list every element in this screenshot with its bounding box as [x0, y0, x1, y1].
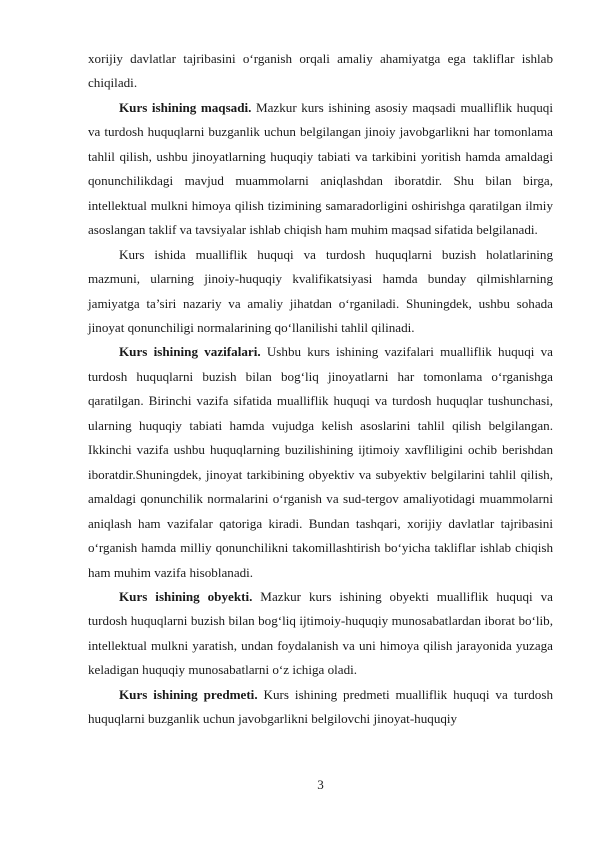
- paragraph-text: Kurs ishining predmeti mualliflik huquqi va turdosh huquqlarni buzganlik uchun javobgarlikni belgilovchi jinoyat-huquqiy: [88, 686, 553, 727]
- paragraph-heading: Kurs ishining maqsadi.: [119, 99, 252, 115]
- paragraph-tasks: [88, 340, 553, 585]
- paragraph-text: Ushbu kurs ishining vazifalari mualliflik huquqi va turdosh huquqlarni buzish bilan bog‘liq jinoyatlarni har tomonlama o‘rganishga qaratilgan. Birinchi vazifa sifatida mualliflik huquqi va turdosh huquqlar tushunchasi, ularning huquqiy tabiati hamda vujudga kelish asoslarini tahlil qilish belgilangan. Ikkinchi vazifa ushbu huquqlarning buzilishining ijtimoiy xavfliligini ochib berishdan iboratdir.Shuningdek, jinoyat tarkibining obyektiv va subyektiv belgilarini tahlil qilish, amaldagi qonunchilik normalarini o‘rganish va sud-tergov amaliyotidagi muammolarni aniqlash ham vazifalar qatoriga kiradi. Bundan tashqari, xorijiy davlatlar tajribasini o‘rganish hamda milliy qonunchilikni takomillashtirish bo‘yicha takliflar ishlab chiqish ham muhim vazifa hisoblanadi.: [88, 344, 553, 580]
- page-number: 3: [317, 777, 324, 792]
- paragraph-scope: [88, 243, 553, 341]
- paragraph-text: xorijiy davlatlar tajribasini o‘rganish orqali amaliy ahamiyatga ega takliflar ishlab chiqiladi.: [88, 51, 553, 91]
- document-page: [88, 47, 553, 732]
- paragraph-object: [88, 585, 553, 683]
- paragraph-text: Mazkur kurs ishining obyekti mualliflik huquqi va turdosh huquqlarni buzish bilan bog‘liq ijtimoiy-huquqiy munosabatlardan iborat bo‘lib, intellektual mulkni yaratish, undan foydalanish va uni himoya qilish jarayonida yuzaga keladigan huquqiy munosabatlarni o‘z ichiga oladi.: [88, 588, 553, 678]
- paragraph-heading: Kurs ishining obyekti.: [119, 588, 253, 604]
- paragraph-text: Kurs ishida mualliflik huquqi va turdosh huquqlarni buzish holatlarining mazmuni, ularning jinoiy-huquqiy kvalifikatsiyasi hamda bunday qilmishlarning jamiyatga ta’siri nazariy va amaliy jihatdan o‘rganiladi. Shuningdek, ushbu sohada jinoyat qonunchiligi normalarining qo‘llanilishi tahlil qilinadi.: [88, 246, 553, 335]
- paragraph-subject: [88, 683, 553, 732]
- paragraph-text: Mazkur kurs ishining asosiy maqsadi mualliflik huquqi va turdosh huquqlarni buzganlik uchun belgilangan jinoiy javobgarlikni har tomonlama tahlil qilish, ushbu jinoyatlarning huquqiy tabiati va tarkibini yoritish hamda amaldagi qonunchilikdagi mavjud muammolarni aniqlashdan iboratdir. Shu bilan birga, intellektual mulkni himoya qilish tizimining samaradorligini oshirishga qaratilgan ilmiy asoslangan taklif va tavsiyalar ishlab chiqish ham muhim maqsad sifatida belgilanadi.: [88, 99, 553, 238]
- paragraph-heading: Kurs ishining vazifalari.: [119, 344, 261, 360]
- paragraph-purpose: [88, 96, 553, 243]
- paragraph-continuation: [88, 47, 553, 96]
- paragraph-heading: Kurs ishining predmeti.: [119, 686, 258, 702]
